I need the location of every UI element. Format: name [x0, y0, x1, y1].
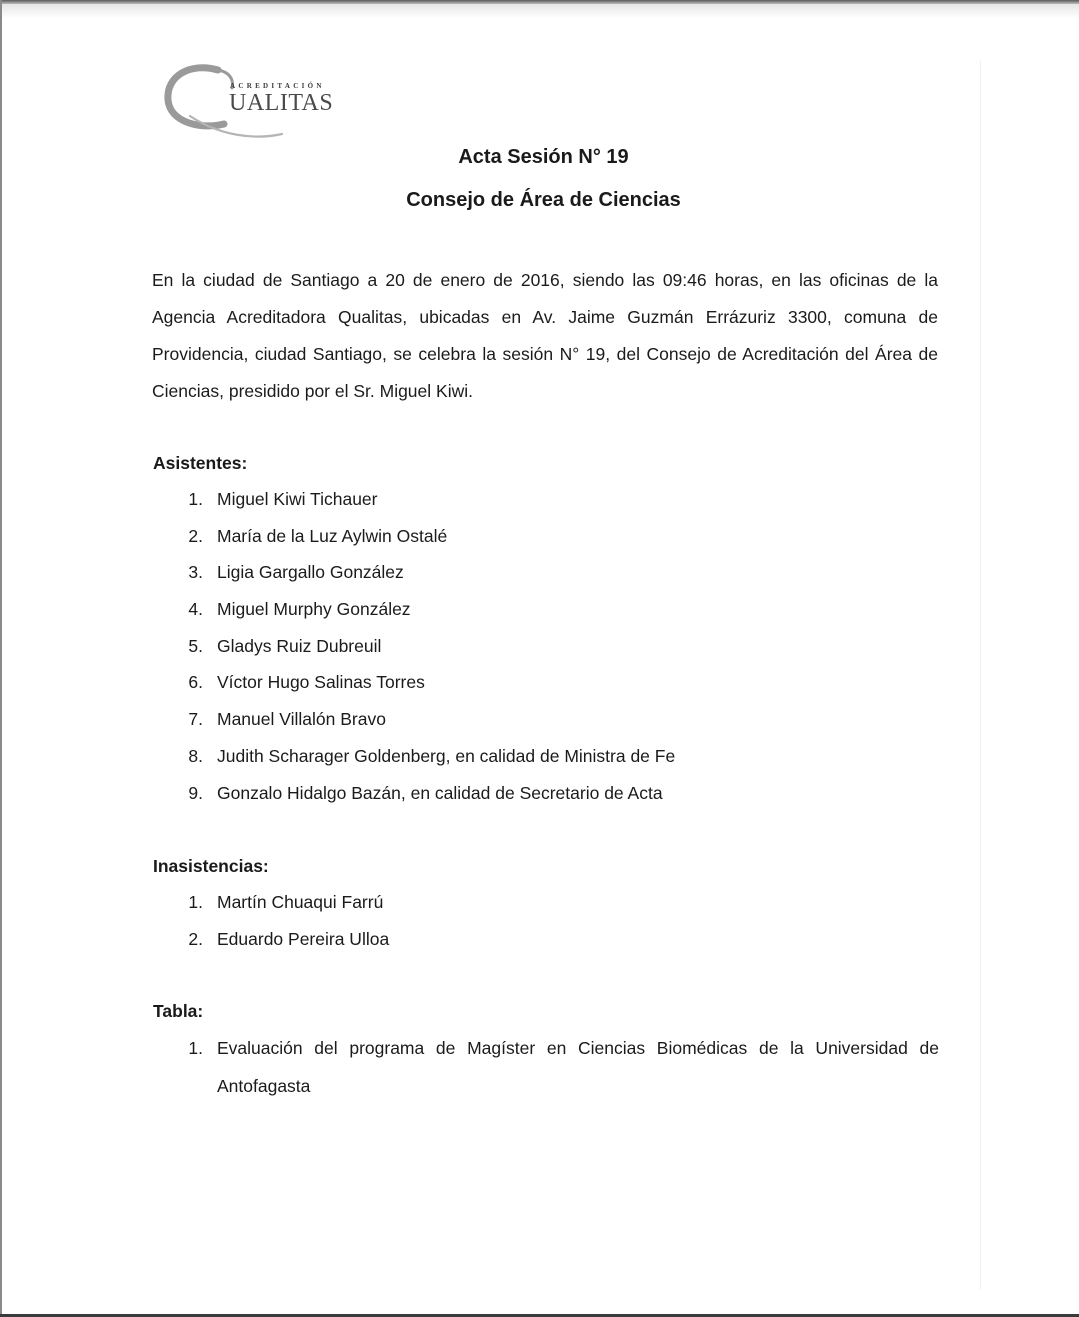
attendee-name: María de la Luz Aylwin Ostalé: [217, 525, 448, 546]
attendee-name: Gonzalo Hidalgo Bazán, en calidad de Secretario de Acta: [217, 782, 663, 803]
attendee-name: Ligia Gargallo González: [217, 562, 404, 583]
asistentes-heading: Asistentes:: [153, 453, 248, 473]
attendee-name: Miguel Kiwi Tichauer: [217, 489, 378, 509]
item-number: 5.: [188, 635, 203, 656]
item-number: 8.: [188, 745, 203, 766]
tabla-heading: Tabla:: [153, 1001, 204, 1021]
item-number: 1.: [188, 1038, 203, 1058]
item-number: 3.: [188, 562, 203, 583]
document-subtitle: Consejo de Área de Ciencias: [406, 189, 681, 211]
attendee-name: Gladys Ruiz Dubreuil: [217, 635, 382, 656]
qualitas-logo: [160, 62, 350, 146]
logo-tagline: ACREDITACIÓN: [230, 82, 325, 90]
item-number: 6.: [188, 672, 203, 693]
item-number: 2.: [188, 525, 203, 546]
item-number: 1.: [188, 489, 203, 509]
agenda-item: Evaluación del programa de Magíster en Ciencias Biomédicas de la Universidad de Antofagasta: [217, 1038, 939, 1096]
inasistencias-heading: Inasistencias:: [153, 856, 269, 876]
attendee-name: Miguel Murphy González: [217, 599, 411, 620]
scan-shadow-top: [0, 4, 1079, 18]
absentee-name: Martín Chuaqui Farrú: [217, 892, 384, 912]
absentee-name: Eduardo Pereira Ulloa: [217, 928, 390, 949]
logo-wordmark: UALITAS: [229, 90, 334, 116]
scan-line-right: [980, 60, 981, 1290]
item-number: 7.: [188, 709, 203, 730]
attendee-name: Manuel Villalón Bravo: [217, 709, 386, 730]
item-number: 1.: [188, 892, 203, 912]
item-number: 9.: [188, 782, 203, 803]
attendee-name: Judith Scharager Goldenberg, en calidad de Ministra de Fe: [217, 745, 676, 766]
attendee-name: Víctor Hugo Salinas Torres: [217, 672, 425, 693]
item-number: 4.: [188, 599, 203, 620]
intro-paragraph: En la ciudad de Santiago a 20 de enero de 2016, siendo las 09:46 horas, en las oficinas de la Agencia Acreditadora Qualitas, ubicadas en Av. Jaime Guzmán Errázuriz 3300, comuna de Providencia, ciudad Santiago, se celebra la sesión N° 19, del Consejo de Acreditación del Área de Ciencias, presidido por el Sr. Miguel Kiwi.: [152, 270, 938, 401]
document-title: Acta Sesión N° 19: [458, 146, 629, 168]
item-number: 2.: [188, 928, 203, 949]
